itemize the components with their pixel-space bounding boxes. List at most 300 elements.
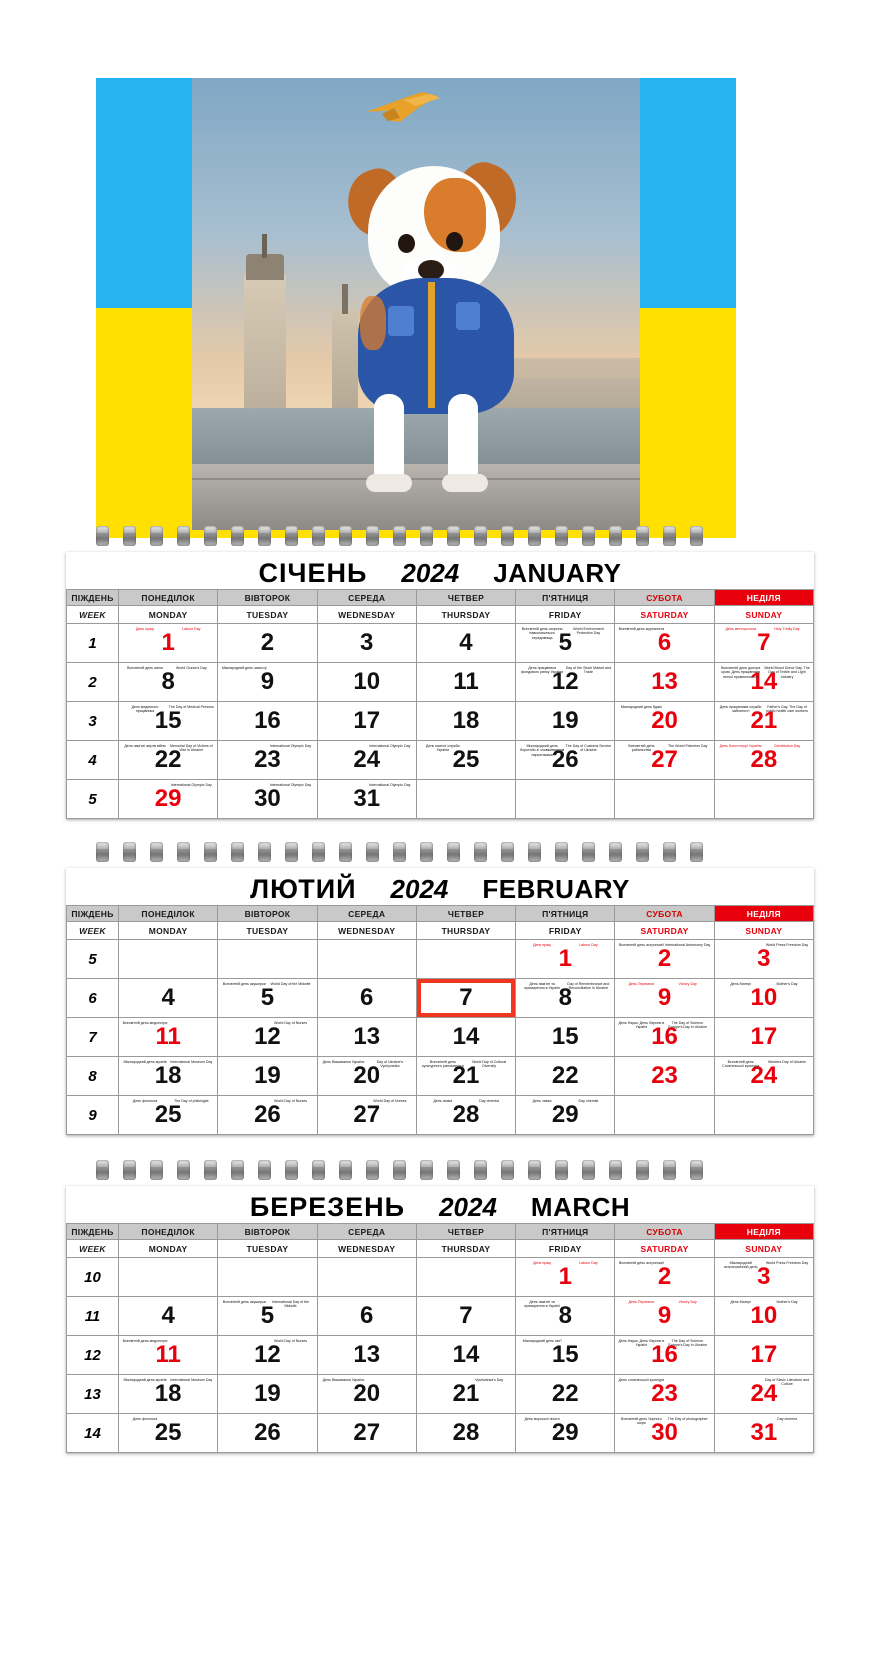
holiday-note-ua: День Конституції України xyxy=(719,744,762,748)
holiday-note-en: World Day of Nurses xyxy=(274,1339,308,1343)
day-cell-23[interactable] xyxy=(615,1057,714,1096)
spiral-coil xyxy=(231,526,244,546)
spiral-coil xyxy=(420,526,433,546)
day-cell-11[interactable] xyxy=(416,663,515,702)
year-label: 2024 xyxy=(401,558,460,588)
day-cell-30[interactable] xyxy=(615,1414,714,1453)
day-cell-15[interactable] xyxy=(516,1018,615,1057)
day-cell-13[interactable] xyxy=(317,1018,416,1057)
day-inner xyxy=(715,979,813,1017)
holiday-note-en: The Day of Customs Service of Ukraine xyxy=(565,744,612,753)
vest-badge-left xyxy=(388,306,414,336)
holiday-note-ua: День медичного працівника xyxy=(131,705,159,714)
day-cell-20[interactable] xyxy=(317,1375,416,1414)
day-cell-7[interactable] xyxy=(714,624,813,663)
day-cell-4[interactable] xyxy=(119,1297,218,1336)
weekday-header-en-1: MONDAY xyxy=(119,606,218,624)
day-cell-25[interactable] xyxy=(416,741,515,780)
spiral-coil xyxy=(447,526,460,546)
dog-illustration xyxy=(324,156,554,496)
day-inner xyxy=(218,1018,316,1056)
day-cell-1[interactable] xyxy=(119,624,218,663)
day-number: 15 xyxy=(154,707,182,734)
day-inner xyxy=(318,780,416,818)
holiday-note-en: International Olympic Day xyxy=(369,744,411,748)
day-number: 15 xyxy=(551,1341,579,1368)
day-inner xyxy=(715,1258,813,1296)
day-cell-29[interactable] xyxy=(516,1096,615,1135)
day-number: 7 xyxy=(459,1302,473,1329)
day-inner xyxy=(119,1297,217,1335)
day-inner xyxy=(119,1057,217,1095)
day-cell-2[interactable] xyxy=(615,940,714,979)
day-cell-19[interactable] xyxy=(218,1375,317,1414)
day-cell-7[interactable] xyxy=(416,1297,515,1336)
day-cell-11[interactable] xyxy=(119,1336,218,1375)
day-cell-28[interactable] xyxy=(416,1414,515,1453)
day-cell-17[interactable] xyxy=(317,702,416,741)
day-number: 10 xyxy=(750,984,778,1011)
week-row xyxy=(67,1057,814,1096)
day-inner xyxy=(615,1258,713,1296)
holiday-note-ua: Всесвітній день охорони навколишнього середовища xyxy=(521,627,563,640)
spiral-coil xyxy=(528,526,541,546)
holiday-note-ua: Всесвітній день медсестри xyxy=(122,1021,168,1025)
day-inner xyxy=(218,1057,316,1095)
week-row xyxy=(67,1297,814,1336)
day-cell-19[interactable] xyxy=(516,702,615,741)
week-row xyxy=(67,1096,814,1135)
holiday-note-en: World Day of the Midwife xyxy=(270,982,311,986)
weekday-header-ua-4: ЧЕТВЕР xyxy=(416,590,515,606)
holiday-note-ua: День хіміка xyxy=(433,1099,453,1103)
day-cell-28[interactable] xyxy=(416,1096,515,1135)
day-inner xyxy=(516,1297,614,1335)
weekday-header-en-3: WEDNESDAY xyxy=(317,606,416,624)
dog-eye-left xyxy=(398,234,415,253)
day-cell-5[interactable] xyxy=(218,1297,317,1336)
dog-shoulder-fur xyxy=(360,296,386,350)
day-inner xyxy=(715,1096,813,1134)
holiday-note-en: World Blood Donor Day. The Day of Textile and Light Industry xyxy=(764,666,810,679)
spiral-coil xyxy=(312,1160,325,1180)
month-grid xyxy=(66,589,814,819)
vest-badge-right xyxy=(456,302,480,330)
day-cell-22[interactable] xyxy=(119,741,218,780)
day-cell-16[interactable] xyxy=(615,1336,714,1375)
day-cell-7[interactable] xyxy=(416,979,515,1018)
holiday-note-en: World Day of Nurses xyxy=(274,1021,308,1025)
day-cell-29[interactable] xyxy=(119,780,218,819)
day-inner xyxy=(417,1258,515,1296)
day-inner xyxy=(615,1057,713,1095)
day-inner xyxy=(417,1375,515,1413)
day-inner xyxy=(615,780,713,818)
day-number: 14 xyxy=(750,668,778,695)
day-inner xyxy=(615,1297,713,1335)
day-inner xyxy=(119,702,217,740)
day-inner xyxy=(417,741,515,779)
day-number: 23 xyxy=(651,1062,678,1089)
day-inner xyxy=(218,1414,316,1452)
day-number: 2 xyxy=(657,1263,672,1290)
day-number: 5 xyxy=(260,1302,275,1329)
day-inner xyxy=(119,1414,217,1452)
dog-leg-right xyxy=(448,394,478,486)
day-cell-24[interactable] xyxy=(714,1375,813,1414)
day-cell-25[interactable] xyxy=(119,1414,218,1453)
holiday-note-en: The Day of photographer xyxy=(667,1417,708,1421)
day-cell-22[interactable] xyxy=(516,1057,615,1096)
day-number: 18 xyxy=(154,1380,182,1407)
day-number: 16 xyxy=(254,707,281,734)
day-inner xyxy=(715,1336,813,1374)
day-inner xyxy=(318,663,416,701)
holiday-note-ua: Всесвітній день Слов'янської культури xyxy=(722,1060,760,1069)
day-cell-18[interactable] xyxy=(119,1057,218,1096)
holiday-note-ua: Всесвітній день медсестри xyxy=(122,1339,168,1343)
weekday-header-ua-6: СУБОТА xyxy=(615,1224,714,1240)
month-name-en: JANUARY xyxy=(493,558,622,588)
day-cell-17[interactable] xyxy=(714,1018,813,1057)
holiday-note-en: The Day of philologist xyxy=(174,1099,209,1103)
day-cell-19[interactable] xyxy=(218,1057,317,1096)
day-inner xyxy=(318,1297,416,1335)
day-cell-12[interactable] xyxy=(218,1018,317,1057)
day-cell-28[interactable] xyxy=(714,741,813,780)
month-panel-february xyxy=(66,868,814,1135)
day-cell-5[interactable] xyxy=(218,979,317,1018)
day-inner xyxy=(615,940,713,978)
day-cell-12[interactable] xyxy=(218,1336,317,1375)
day-cell-14[interactable] xyxy=(416,1336,515,1375)
day-inner xyxy=(516,1336,614,1374)
day-number: 27 xyxy=(353,1101,381,1128)
spiral-coil xyxy=(420,1160,433,1180)
day-cell-1[interactable] xyxy=(516,1258,615,1297)
weekday-header-ua-2: ВІВТОРОК xyxy=(218,906,317,922)
weekday-header-en-1: MONDAY xyxy=(119,922,218,940)
day-cell-27[interactable] xyxy=(317,1096,416,1135)
weekday-header-ua-7: НЕДІЛЯ xyxy=(714,906,813,922)
day-cell-24[interactable] xyxy=(714,1057,813,1096)
day-number: 11 xyxy=(155,1341,181,1368)
dog-eye-right xyxy=(446,232,463,251)
day-number: 3 xyxy=(757,1263,771,1290)
spiral-coil xyxy=(258,526,271,546)
day-cell-24[interactable] xyxy=(317,741,416,780)
day-inner xyxy=(417,702,515,740)
day-cell-21[interactable] xyxy=(416,1057,515,1096)
weekday-header-ua-2: ВІВТОРОК xyxy=(218,590,317,606)
holiday-note-ua: Міжнародний день бджіл xyxy=(620,705,663,709)
day-cell-8[interactable] xyxy=(516,1297,615,1336)
week-row xyxy=(67,624,814,663)
day-cell-18[interactable] xyxy=(119,1375,218,1414)
day-inner xyxy=(318,1057,416,1095)
day-inner xyxy=(417,1336,515,1374)
spiral-coil xyxy=(150,842,163,862)
day-cell-11[interactable] xyxy=(119,1018,218,1057)
holiday-note-ua: День пам'яті та примирення в Україні xyxy=(524,982,560,991)
day-cell-4[interactable] xyxy=(416,624,515,663)
spiral-coil xyxy=(528,1160,541,1180)
header-row-en xyxy=(67,1240,814,1258)
day-inner xyxy=(615,1414,713,1452)
week-number: 11 xyxy=(67,1297,119,1336)
day-number: 14 xyxy=(452,1023,480,1050)
day-cell-5[interactable] xyxy=(516,624,615,663)
holiday-note-en: Day of the Stock Market and Trade xyxy=(565,666,612,675)
spiral-coil xyxy=(123,842,136,862)
spiral-coil xyxy=(204,842,217,862)
day-cell-10[interactable] xyxy=(317,663,416,702)
weekday-header-ua-7: НЕДІЛЯ xyxy=(714,590,813,606)
holiday-note-en: Labour Day xyxy=(579,1261,598,1265)
week-header-en: WEEK xyxy=(67,922,119,940)
day-cell-6[interactable] xyxy=(317,979,416,1018)
day-inner xyxy=(715,940,813,978)
day-inner xyxy=(715,1375,813,1413)
day-number: 15 xyxy=(551,1023,579,1050)
day-cell-10[interactable] xyxy=(714,979,813,1018)
spiral-coil xyxy=(636,526,649,546)
spiral-coil xyxy=(393,1160,406,1180)
holiday-note-en: Workers Day of Ukraine xyxy=(767,1060,807,1064)
weekday-header-ua-1: ПОНЕДІЛОК xyxy=(119,590,218,606)
month-title xyxy=(66,1186,814,1223)
day-cell-16[interactable] xyxy=(615,1018,714,1057)
month-name-ua: СІЧЕНЬ xyxy=(258,558,368,588)
day-cell-14[interactable] xyxy=(416,1018,515,1057)
week-number: 9 xyxy=(67,1096,119,1135)
day-cell-4[interactable] xyxy=(119,979,218,1018)
holiday-note-ua: Міжнародний астрономічний день xyxy=(723,1261,758,1270)
day-cell-empty xyxy=(218,940,317,979)
weekday-header-en-5: FRIDAY xyxy=(516,922,615,940)
day-cell-9[interactable] xyxy=(615,1297,714,1336)
spiral-coil xyxy=(474,526,487,546)
spiral-coil xyxy=(663,1160,676,1180)
day-inner xyxy=(417,1096,515,1134)
day-number: 5 xyxy=(558,629,572,656)
holiday-note-en: International Olympic Day xyxy=(170,783,212,787)
day-inner xyxy=(318,940,416,978)
holiday-note-en: World Press Freedom Day xyxy=(765,1261,809,1265)
weekday-header-en-7: SUNDAY xyxy=(714,1240,813,1258)
day-cell-2[interactable] xyxy=(218,624,317,663)
week-header-en: WEEK xyxy=(67,606,119,624)
spiral-coil xyxy=(312,526,325,546)
day-cell-12[interactable] xyxy=(516,663,615,702)
day-cell-13[interactable] xyxy=(317,1336,416,1375)
spiral-coil xyxy=(150,1160,163,1180)
day-cell-15[interactable] xyxy=(516,1336,615,1375)
day-cell-20[interactable] xyxy=(317,1057,416,1096)
holiday-note-en: International Museum Day xyxy=(170,1060,213,1064)
day-number: 7 xyxy=(459,984,473,1011)
day-cell-31[interactable] xyxy=(317,780,416,819)
holiday-note-ua: Всесвітній день донора крові. День працівників легкої промисловості xyxy=(721,666,761,679)
day-cell-16[interactable] xyxy=(218,702,317,741)
spiral-coil xyxy=(690,842,703,862)
spiral-coil xyxy=(285,842,298,862)
holiday-note-en: World Press Freedom Day xyxy=(765,943,809,947)
holiday-note-ua: Всесвітній день журналіста xyxy=(618,627,665,631)
spiral-coil xyxy=(393,526,406,546)
day-inner xyxy=(516,1096,614,1134)
day-number: 2 xyxy=(657,945,672,972)
day-number: 18 xyxy=(154,1062,182,1089)
day-cell-27[interactable] xyxy=(615,741,714,780)
day-inner xyxy=(218,741,316,779)
holiday-note-en: International Olympic Day xyxy=(369,783,411,787)
day-number: 25 xyxy=(452,746,480,773)
day-number: 9 xyxy=(657,984,672,1011)
day-number: 11 xyxy=(155,1023,181,1050)
month-title xyxy=(66,868,814,905)
holiday-note-ua: День Науки. День Європи в Україні xyxy=(618,1021,665,1030)
day-inner xyxy=(615,1096,713,1134)
day-cell-26[interactable] xyxy=(218,1414,317,1453)
day-cell-10[interactable] xyxy=(714,1297,813,1336)
holiday-note-ua: День Науки. День Європи в Україні xyxy=(618,1339,665,1348)
holiday-note-ua: День пам'яті та примирення в Україні xyxy=(524,1300,560,1309)
spiral-coil xyxy=(690,1160,703,1180)
spiral-coil xyxy=(663,842,676,862)
weekday-header-ua-4: ЧЕТВЕР xyxy=(416,1224,515,1240)
day-inner xyxy=(715,1018,813,1056)
day-cell-8[interactable] xyxy=(119,663,218,702)
day-number: 19 xyxy=(254,1062,281,1089)
day-cell-13[interactable] xyxy=(615,663,714,702)
day-number: 30 xyxy=(651,1419,678,1446)
day-cell-30[interactable] xyxy=(218,780,317,819)
day-cell-9[interactable] xyxy=(218,663,317,702)
day-cell-6[interactable] xyxy=(317,1297,416,1336)
week-number: 12 xyxy=(67,1336,119,1375)
weekday-header-ua-6: СУБОТА xyxy=(615,906,714,922)
spiral-coil xyxy=(285,1160,298,1180)
day-inner xyxy=(516,1258,614,1296)
day-number: 28 xyxy=(452,1101,480,1128)
day-cell-23[interactable] xyxy=(218,741,317,780)
day-inner xyxy=(417,1018,515,1056)
spiral-coil xyxy=(366,1160,379,1180)
day-cell-6[interactable] xyxy=(615,624,714,663)
holiday-note-en: World Day of Cultural Diversity xyxy=(472,1060,507,1069)
holiday-note-ua: День працівника фондового ринку України xyxy=(521,666,564,675)
day-number: 20 xyxy=(353,1380,381,1407)
spiral-coil xyxy=(690,526,703,546)
week-row xyxy=(67,979,814,1018)
spiral-coil xyxy=(609,842,622,862)
week-number: 5 xyxy=(67,940,119,979)
day-cell-27[interactable] xyxy=(317,1414,416,1453)
day-cell-3[interactable] xyxy=(714,1258,813,1297)
day-inner xyxy=(715,1057,813,1095)
week-number: 5 xyxy=(67,780,119,819)
spiral-coil xyxy=(96,526,109,546)
day-cell-31[interactable] xyxy=(714,1414,813,1453)
spiral-coil xyxy=(366,842,379,862)
day-number: 5 xyxy=(260,984,275,1011)
day-cell-29[interactable] xyxy=(516,1414,615,1453)
day-cell-26[interactable] xyxy=(516,741,615,780)
weekday-header-en-2: TUESDAY xyxy=(218,1240,317,1258)
day-cell-22[interactable] xyxy=(516,1375,615,1414)
week-header-ua: ПІЖДЕНЬ xyxy=(67,906,119,922)
day-cell-23[interactable] xyxy=(615,1375,714,1414)
day-cell-20[interactable] xyxy=(615,702,714,741)
day-cell-17[interactable] xyxy=(714,1336,813,1375)
holiday-note-en: International Day of the Midwife xyxy=(271,1300,310,1309)
week-row xyxy=(67,741,814,780)
day-cell-3[interactable] xyxy=(317,624,416,663)
day-cell-empty xyxy=(416,1258,515,1297)
day-inner xyxy=(417,1297,515,1335)
day-inner xyxy=(516,940,614,978)
week-number: 10 xyxy=(67,1258,119,1297)
day-cell-9[interactable] xyxy=(615,979,714,1018)
day-inner xyxy=(516,702,614,740)
day-number: 4 xyxy=(161,1302,175,1329)
spiral-coil xyxy=(420,842,433,862)
day-cell-15[interactable] xyxy=(119,702,218,741)
spiral-coil xyxy=(636,842,649,862)
day-inner xyxy=(318,1018,416,1056)
day-inner xyxy=(417,780,515,818)
holiday-note-ua: Всесвітній день рибальства xyxy=(628,744,655,753)
day-number: 13 xyxy=(353,1023,381,1050)
day-number: 6 xyxy=(657,629,672,656)
holiday-note-en: Day chemist xyxy=(479,1099,500,1103)
day-number: 31 xyxy=(750,1419,778,1446)
day-number: 6 xyxy=(360,984,374,1011)
airplane-icon xyxy=(360,88,446,128)
day-cell-14[interactable] xyxy=(714,663,813,702)
weekday-header-ua-4: ЧЕТВЕР xyxy=(416,906,515,922)
holiday-note-ua: День Перемоги xyxy=(628,1300,655,1304)
day-cell-1[interactable] xyxy=(516,940,615,979)
day-inner xyxy=(318,1258,416,1296)
day-cell-3[interactable] xyxy=(714,940,813,979)
day-inner xyxy=(516,1375,614,1413)
day-number: 21 xyxy=(750,707,778,734)
day-cell-25[interactable] xyxy=(119,1096,218,1135)
day-cell-21[interactable] xyxy=(714,702,813,741)
weekday-header-ua-5: П'ЯТНИЦЯ xyxy=(516,906,615,922)
holiday-note-ua: День Матері xyxy=(730,982,752,986)
weekday-header-ua-5: П'ЯТНИЦЯ xyxy=(516,590,615,606)
day-inner xyxy=(218,1096,316,1134)
day-number: 23 xyxy=(651,1380,678,1407)
header-row-en xyxy=(67,606,814,624)
spiral-coil xyxy=(555,526,568,546)
day-cell-26[interactable] xyxy=(218,1096,317,1135)
day-cell-2[interactable] xyxy=(615,1258,714,1297)
week-number: 4 xyxy=(67,741,119,780)
day-cell-8[interactable] xyxy=(516,979,615,1018)
month-name-en: MARCH xyxy=(530,1192,631,1222)
holiday-note-ua: День праці xyxy=(533,1261,552,1265)
holiday-note-ua: День філолога xyxy=(132,1417,158,1421)
day-inner xyxy=(715,663,813,701)
day-cell-21[interactable] xyxy=(416,1375,515,1414)
spiral-coil xyxy=(609,1160,622,1180)
day-cell-18[interactable] xyxy=(416,702,515,741)
weekday-header-en-6: SATURDAY xyxy=(615,922,714,940)
